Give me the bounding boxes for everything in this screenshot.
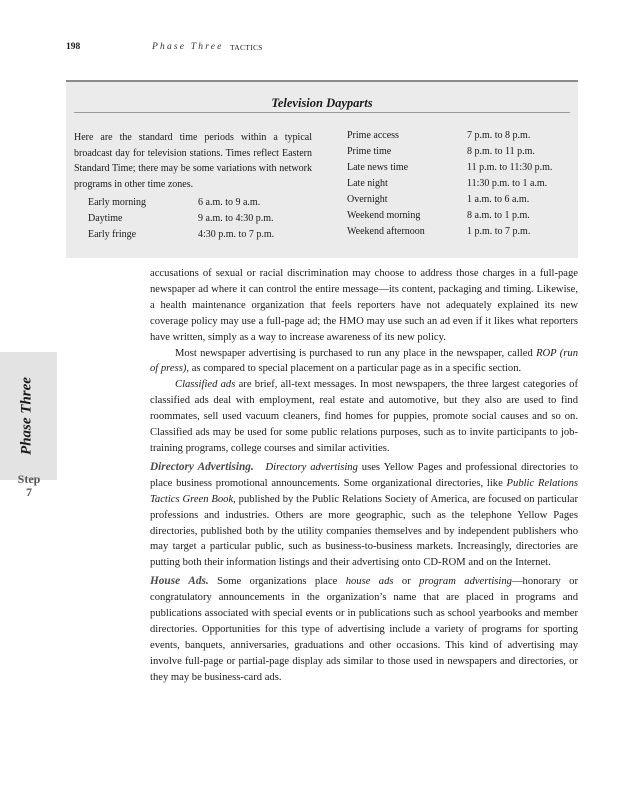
daypart-name: Early fringe <box>88 229 137 240</box>
daypart-name: Early morning <box>88 197 147 208</box>
daypart-name: Prime time <box>347 146 392 157</box>
term: program advertising <box>419 576 512 588</box>
term: house ads <box>345 576 394 588</box>
dayparts-box <box>66 80 578 258</box>
daypart-time: 7 p.m. to 8 p.m. <box>467 130 531 141</box>
box-intro: Here are the standard time periods within a typical broadcast day for television stations. Times reflect Eastern Standard Time; there may be some variations with network programs in other time zones. <box>74 132 312 190</box>
body-text <box>150 266 578 686</box>
daypart-time: 4:30 p.m. to 7 p.m. <box>198 229 275 240</box>
daypart-name: Weekend morning <box>347 210 421 221</box>
page-header <box>66 42 263 52</box>
term: ROP (run of press), <box>150 347 579 375</box>
daypart-time: 6 a.m. to 9 a.m. <box>198 197 261 208</box>
daypart-name: Daytime <box>88 213 123 224</box>
daypart-time: 1 p.m. to 7 p.m. <box>467 226 531 237</box>
daypart-name: Late news time <box>347 162 409 173</box>
paragraph: Classified ads are brief, all-text messages. In most newspapers, the three largest categories of classified ads deal with employment, real estate and automotive, but they also are used to find roommates, sell used vacuum cleaners, find homes for puppies, promote social causes and so on. Classified ads may be used for some public relations purposes, such as to invite participants to job-training programs, college courses and similar activities. <box>150 379 578 454</box>
box-title: Television Dayparts <box>271 96 373 110</box>
daypart-time: 8 a.m. to 1 p.m. <box>467 210 530 221</box>
running-head-part: Phase Three <box>152 42 224 52</box>
paragraph: Directory Advertising. Directory advertising uses Yellow Pages and professional directories to place business promotional announcements. Some organizational directories, like Public Relations Tactics Green Book, published by the Public Relations Society of America, are focused on particular professions and industries. Others are more geographic, such as the telephone Yellow Pages directories, published both by the utility companies themselves and by independent publishers who may target a particular public, such as business-to-business markets. Increasingly, directories are putting both their information listings and their advertising onto CD-ROM and on the Internet. <box>150 460 579 569</box>
daypart-time: 11 p.m. to 11:30 p.m. <box>467 162 553 173</box>
term: Directory advertising <box>265 461 358 473</box>
daypart-name: Weekend afternoon <box>347 226 425 237</box>
box-divider <box>74 112 570 113</box>
running-head-section: TACTICS <box>230 43 263 52</box>
paragraph: accusations of sexual or racial discrimination may choose to address those charges in a full-page newspaper ad where it can control the entire message—its content, packaging and timing. Likewise, a health maintenance organization that feels reporters have not adequately explained its new coverage policy may use a full-page ad; the HMO may use such an ad even if it likes what reporters have written, simply as a way to increase awareness of its new policy. <box>150 268 578 343</box>
daypart-name: Prime access <box>347 130 399 141</box>
step-number: 7 <box>26 485 32 499</box>
book-title: Public Relations Tactics Green Book, <box>150 477 578 505</box>
daypart-time: 11:30 p.m. to 1 a.m. <box>467 178 548 189</box>
daypart-time: 9 a.m. to 4:30 p.m. <box>198 213 274 224</box>
phase-tab-label: Phase Three <box>18 377 35 455</box>
run-in-heading: House Ads. <box>150 575 209 588</box>
step-marker <box>0 473 58 499</box>
term: Classified ads <box>175 379 236 391</box>
daypart-time: 1 a.m. to 6 a.m. <box>467 194 530 205</box>
daypart-name: Overnight <box>347 194 388 205</box>
page-number: 198 <box>66 42 81 52</box>
paragraph: House Ads. Some organizations place house ads or program advertising—honorary or congratulatory announcements in the organization’s name that are placed in programs and publications associated with special events or in publications such as school yearbooks and member directories. Opportunities for this type of advertising include a variety of programs for sporting events, banquets, anniversaries, graduations and other occasions. This kind of advertising may involve full-page or partial-page display ads similar to those used in newspapers and directories, or they may be business-card ads. <box>150 575 579 683</box>
daypart-name: Late night <box>347 178 388 189</box>
paragraph: Most newspaper advertising is purchased to run any place in the newspaper, called ROP (run of press), as compared to special placement on a particular page as in a specific section. <box>150 347 579 375</box>
run-in-heading: Directory Advertising. <box>150 460 254 473</box>
step-label: Step <box>17 472 41 486</box>
daypart-time: 8 p.m. to 11 p.m. <box>467 146 535 157</box>
